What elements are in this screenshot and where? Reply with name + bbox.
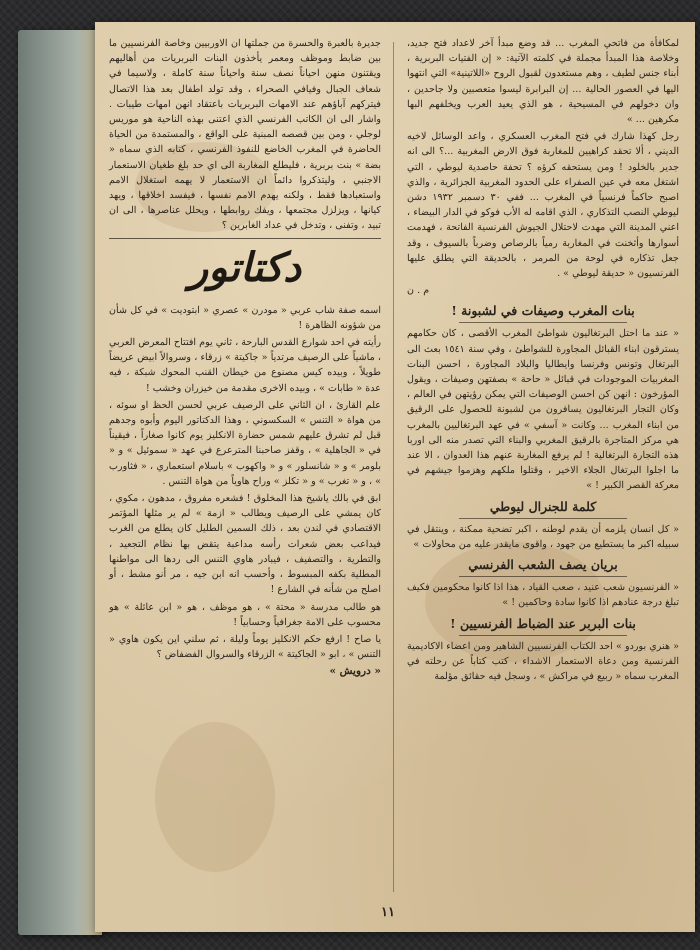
article-paragraph: هو طالب مدرسة « محتة » ، هو موظف ، هو « ابن عائلة » هو محسوب على الامة جغرافياً وحسابياً !	[109, 601, 381, 628]
article-paragraph: اسمه صفة شاب عربي « مودرن » عصري « ابتوديت » في كل شأن من شؤونه الظاهرة !	[109, 304, 381, 331]
left-intro-paragraph: جديرة بالعبرة والحسرة من جملتها ان الاوربيين وخاصة الفرنسيين ما بين ضابط وموظف ومعمر يأخذون البنات البربريات من أهاليهم ويقتنون منهن احياناً نصف سنة واحياناً سنة كاملة ، ولاسيما في شعاف الجبال وفيافي الصحراء ، وقد تولد اطفال بعد هذا الاتصال فيتركهم آباؤهم عند الامهات البربريات باعتقاد انهن امهات طيبات . واشار الى ان الكاتب الفرنسي الذي اعتنى بهذه الناحية هو موريس لوجلي ، ومن بين قصصه المبنية على الواقع ، والمستمدة من الحياة الحاضرة في المغرب الخاضع للنفوذ الفرنسي ، كتابه الذي سماه « بضة » بنت بربرية ، فليطلع المغاربة الى اي حد بلغ طغيان الاستعمار الاجنبي ، وليتذكروا دائماً ان الاستعمار لا يهمه استغلال الامم واستعبادها فقط ، ولكنه يهدم الامم نفسها ، فيفسد اخلاقها ، ويهد كيانها ، ويزلزل مجتمعها ، ويفك روابطها ، ويحلل عناصرها ، الى ان تبيد ، وتفنى ، وتدخل في عداد الغابرين ؟	[109, 38, 381, 232]
article-paragraph: رأيته في احد شوارع القدس البارحة ، ثاني يوم افتتاح المعرض العربي ، ماشياً على الرصيف مرتدياً « جاكيتة » زرقاء ، وسروالاً ابيض عريضاً طويلاً ، وبيده كيس مصنوع من خيطان القنب المحوك شبكة ، فيه عدة « طابات » ، وبيده الاخرى مقدمة من خيزران وخشب !	[109, 337, 381, 394]
article-title-block	[109, 238, 381, 297]
column-divider	[393, 42, 394, 892]
heading-rule	[459, 576, 628, 577]
section-heading: كلمة للجنرال ليوطي	[489, 498, 597, 514]
author-initials: م . ن	[407, 285, 430, 297]
right-intro-paragraph: لمكافأة من فاتحي المغرب ... قد وضع مبدأ آخر لاعداد فتح جديد، وخلاصة هذا المبدأ مجملة في كلمته الآتية: « إن الفتيات البربرية ، أبناء جنس لطيف ، وهم مستعدون لقبول الروح «اللاتينية» التي انتهوا اليها في العصور الحالية ... إن البرابرة ليسوا متعصبين ولا جاحدين ، وان دخولهم في المسيحية ، هو الذي يعيد العرب ويخلفهم البها مكرهين ... »	[407, 38, 679, 126]
heading-rule	[459, 518, 628, 519]
article-title: دكتاتور	[188, 244, 302, 292]
section-heading: بنات البربر عند الضباط الفرنسيين !	[450, 615, 636, 631]
heading-rule	[459, 635, 628, 636]
section-body: « هنري بوردو » احد الكتاب الفرنسيين الشاهير ومن اعضاء الاكاديمية الفرنسية ومن دعاة الاستعمار الاشداء ، كتب كتاباً عن رحلته في المغرب سماه « ربيع في مراكش » ، وسجل فيه حقائق مؤلمة	[407, 640, 679, 682]
article-paragraph: ابق في بالك ياشيخ هذا المخلوق ! فشعره مفروق ، مدهون ، مكوي ، كان يمشي على الرصيف ويطالب « ازمة » لم ير مثلها المؤتمر الاقتصادي في لندن بعد ، ذلك السمين الطليل كان يطلع من الغرب فيداعب بعض شعرات رأسه مداعبة يتقض بها نظام التجعيد ، والتطرية ، والتصفيف ، فيبادر هاوي التنس الى ردها الى مواطنها المطلية بكفه المبسوط ، وأحسب انه ابن جيه ، مر أنو مشط ، أو اصلح من شأنه في الشارع !	[109, 493, 381, 596]
section-body: « الفرنسيون شعب عنيد ، صعب القياد ، هذا اذا كانوا محكومين فكيف تبلغ درجة عنادهم اذا كانوا سادة وحاكمين ! »	[407, 582, 679, 609]
page-number: ١١	[381, 905, 395, 920]
article-paragraph: يا صاح ! ارفع حكم الانكليز يوماً وليلة ، ثم سلني اين يكون هاوي « التنس » ، ابو « الجاكيتة » الزرقاء والسروال الفضفاض ؟	[109, 633, 381, 661]
left-column	[109, 36, 381, 682]
section-heading: بنات المغرب وصيفات في لشبونة !	[451, 303, 635, 319]
book-binding	[18, 30, 102, 935]
right-intro-paragraph: رجل كهذا شارك في فتح المغرب العسكري ، واعد الوسائل لاخيه الديني ، ألا تحقد كراهيين للمغاربة فوق الارض المغربية ...؟ الى انه جدير بالخلود ! ومن يستحقه كرؤه ؟ تحفة حاصدية ليوطي ، التي اشتغل معه في عين الصفراء على الحدود المغربية الجزائرية ، والذي اصبح حاكماً فرنسياً في المغرب ... ففي ٣٠ دسمبر ١٩٣٢ دشن ليوطي النصب التذكاري ، الذي اقامه له الأب فوكو في الدار البيضاء ، اعني المدينة التي مهدت لاحتلال الجيوش الفرنسية الفاتحة ، فهدمت أسوارها وأثخنت في المغاربة رمياً بالرصاص وضرباً بالسيوف ، وقد جعل تذكاره في لوحة من المرمر ، بالحديقة التي يطلق عليها الفرنسيون « حديقة ليوطي » .	[407, 131, 679, 280]
heading-rule	[459, 322, 628, 323]
right-column	[407, 36, 679, 686]
magazine-page	[95, 22, 695, 932]
section-body: « عند ما احتل البرتغاليون شواطئ المغرب الأقصى ، كان حكامهم يسترقون ابناء القبائل المجاورة للشواطئ ، وفي سنة ١٥٤١ بعث الى البرتغال وتونس وفرنسا وايطاليا والبلاد المجاورة ، احسن البنات المغربيات الموجودات في قبائل « حاحة » بصفتهن وصيفات ، ويقول المؤرخون : انهن كن احسن الوصيفات التي يمكن رؤيتهن في العالم ، وكان التجار البرتغاليون يسافرون من لشبونة للحصول على الرقيق من ابناء المغرب ... وكانت « آسفي » في عهد البرتغاليين بالمغرب هي مركز المتاجرة بالرقيق المغربي والبناء التي تصدر منه الى اوربا هذه التجارة البرتغالية ! لم يرفع المغاربة عنهم هذا العدوان ، الا عند ما اجلوا البرتغال الجلاء الاخير ، وقتلوا ملكهم وهزموا جيشهم في معركة القصر الكبير ! »	[407, 328, 680, 492]
section-body: « كل انسان يلزمه أن يقدم لوطنه ، اكبر تضحية ممكنة ، وينتقل في سبيله اكبر ما يستطيع من جهود ، واقوى مايقدر عليه من محاولات »	[407, 523, 679, 550]
article-paragraph: علم القارئ ، ان الثاني على الرصيف عربي لحسن الحظ او سوئه ، من هواة « التنس » السكسوني ، وهذا الدكتاتور اليوم وأبوه وجدهم قبل لم تشرق عليهم شمس حضارة الانكليز يوم كانوا صغاراً ، فيقيناً في « الجاهلية » ، وقفز صاحبنا المترعرع في عهد « سموئيل » و « بلومر » و « شانسلور » و « واكهوب » باسلام استعماري ، « فثاورب » ، و « تغرب » و « تكلز » وراح هاوياً من هواة التنس .	[109, 399, 381, 487]
article-signature: « درويش »	[329, 665, 381, 678]
section-heading: بريان يصف الشعب الفرنسي	[468, 557, 618, 573]
